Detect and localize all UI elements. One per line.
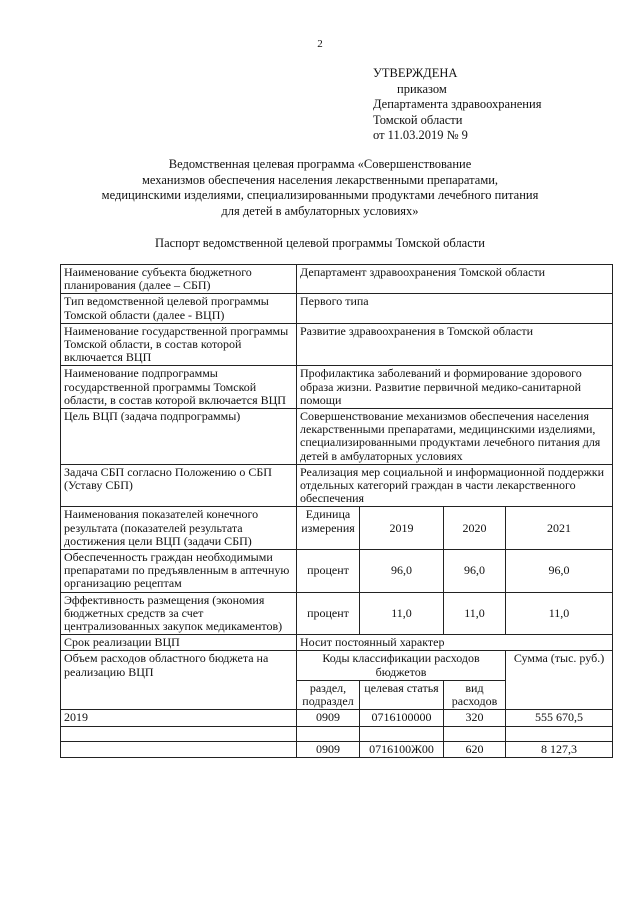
budget-header-row bbox=[61, 651, 613, 680]
title-line: механизмов обеспечения населения лекарственными препаратами, bbox=[141, 172, 499, 187]
codes-header: Коды классификации расходов бюджетов bbox=[297, 651, 506, 680]
indicator-row bbox=[61, 592, 613, 635]
indicators-header-row bbox=[61, 507, 613, 550]
year-header: 2019 bbox=[360, 507, 444, 550]
indicator-row bbox=[61, 550, 613, 593]
approval-line: Томской области bbox=[373, 112, 463, 127]
indicator-value: 11,0 bbox=[360, 592, 444, 635]
budget-year bbox=[61, 741, 297, 757]
sum-header: Сумма (тыс. руб.) bbox=[506, 651, 613, 710]
unit-header: Единица измерения bbox=[297, 507, 360, 550]
indicator-value: 11,0 bbox=[506, 592, 613, 635]
budget-target: 0716100000 bbox=[360, 710, 444, 726]
row-label: Цель ВЦП (задача подпрограммы) bbox=[61, 409, 297, 465]
budget-kind: 620 bbox=[444, 741, 506, 757]
approval-line: приказом bbox=[397, 81, 447, 96]
row-value: Профилактика заболеваний и формирование здорового образа жизни. Развитие первичной медико-санитарной помощи bbox=[297, 366, 613, 409]
approval-line: Департамента здравоохранения bbox=[373, 97, 542, 111]
year-header: 2020 bbox=[444, 507, 506, 550]
indicator-unit: процент bbox=[297, 592, 360, 635]
indicator-unit: процент bbox=[297, 550, 360, 593]
section-col-header: раздел, подраздел bbox=[297, 680, 360, 709]
passport-table bbox=[60, 264, 613, 758]
passport-title: Паспорт ведомственной целевой программы Томской области bbox=[155, 236, 485, 250]
table-row bbox=[61, 323, 613, 366]
budget-sum: 8 127,3 bbox=[506, 741, 613, 757]
row-value: Первого типа bbox=[297, 294, 613, 323]
row-label: Наименование подпрограммы государственной программы Томской области, в состав которой включается ВЦП bbox=[61, 366, 297, 409]
row-label: Срок реализации ВЦП bbox=[61, 635, 297, 651]
row-value: Носит постоянный характер bbox=[297, 635, 613, 651]
row-label: Наименование государственной программы Томской области, в состав которой включается ВЦП bbox=[61, 323, 297, 366]
indicator-value: 11,0 bbox=[444, 592, 506, 635]
table-row bbox=[61, 409, 613, 465]
approval-date: от 11.03.2019 № 9 bbox=[373, 128, 468, 142]
approval-block bbox=[373, 66, 541, 144]
indicator-name: Эффективность размещения (экономия бюджетных средств за счет централизованных закупок медикаментов) bbox=[61, 592, 297, 635]
title-line: медицинскими изделиями, специализированными продуктами лечебного питания bbox=[101, 188, 539, 202]
table-row bbox=[61, 366, 613, 409]
row-label: Задача СБП согласно Положению о СБП (Уставу СБП) bbox=[61, 464, 297, 507]
budget-section: 0909 bbox=[297, 741, 360, 757]
indicators-header: Наименования показателей конечного результата (показателей результата достижения цели ВЦП (задачи СБП) bbox=[61, 507, 297, 550]
year-header: 2021 bbox=[506, 507, 613, 550]
indicator-value: 96,0 bbox=[506, 550, 613, 593]
budget-sum: 555 670,5 bbox=[506, 710, 613, 726]
budget-row bbox=[61, 741, 613, 757]
title-line: для детей в амбулаторных условиях» bbox=[221, 203, 419, 218]
table-row bbox=[61, 464, 613, 507]
indicator-name: Обеспеченность граждан необходимыми препаратами по предъявленным в аптечную организацию рецептам bbox=[61, 550, 297, 593]
row-value: Развитие здравоохранения в Томской области bbox=[297, 323, 613, 366]
row-value: Совершенствование механизмов обеспечения населения лекарственными препаратами, медицинскими изделиями, специализированными продуктами лечебного питания для детей в амбулаторных условиях bbox=[297, 409, 613, 465]
row-value: Реализация мер социальной и информационной поддержки отдельных категорий граждан в части лекарственного обеспечения bbox=[297, 464, 613, 507]
budget-section: 0909 bbox=[297, 710, 360, 726]
indicator-value: 96,0 bbox=[444, 550, 506, 593]
budget-target: 0716100Ж00 bbox=[360, 741, 444, 757]
budget-year: 2019 bbox=[61, 710, 297, 726]
row-label: Тип ведомственной целевой программы Томской области (далее - ВЦП) bbox=[61, 294, 297, 323]
row-label: Наименование субъекта бюджетного планирования (далее – СБП) bbox=[61, 265, 297, 294]
title-line: Ведомственная целевая программа «Совершенствование bbox=[168, 157, 472, 171]
indicator-value: 96,0 bbox=[360, 550, 444, 593]
program-title bbox=[60, 157, 580, 219]
table-row bbox=[61, 294, 613, 323]
approval-heading: УТВЕРЖДЕНА bbox=[373, 66, 458, 80]
table-row bbox=[61, 265, 613, 294]
kind-col-header: вид расходов bbox=[444, 680, 506, 709]
budget-label: Объем расходов областного бюджета на реализацию ВЦП bbox=[61, 651, 297, 710]
budget-row bbox=[61, 710, 613, 726]
spacer-row bbox=[61, 726, 613, 741]
table-row bbox=[61, 635, 613, 651]
page-number: 2 bbox=[317, 38, 323, 50]
row-value: Департамент здравоохранения Томской области bbox=[297, 265, 613, 294]
budget-kind: 320 bbox=[444, 710, 506, 726]
target-col-header: целевая статья bbox=[360, 680, 444, 709]
